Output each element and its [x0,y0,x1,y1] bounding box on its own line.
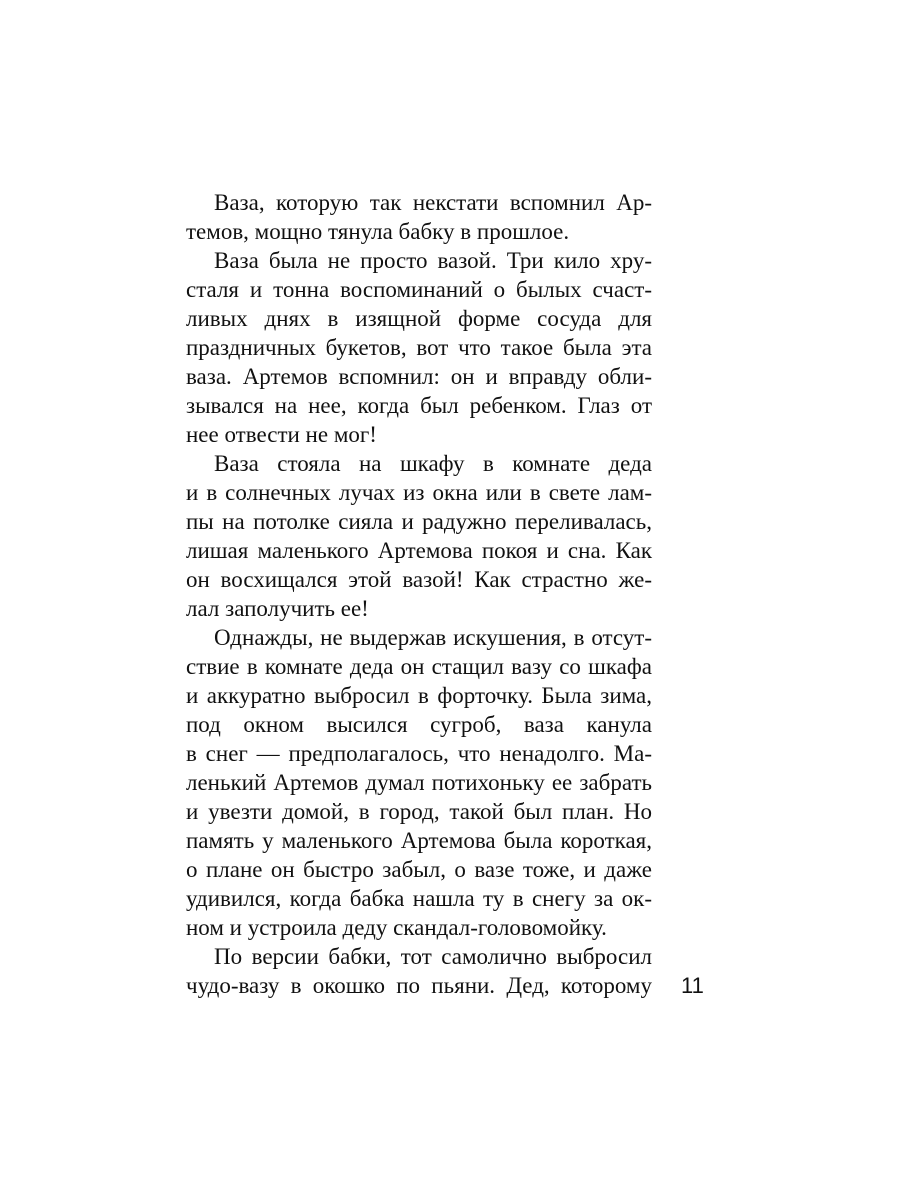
text-line: в снег — предполагалось, что ненадолго. Ма- [186,741,652,766]
body-text [186,188,652,1000]
text-line: нее отвести не мог! [186,422,377,447]
text-line: зывался на нее, когда был ребенком. Глаз от [186,393,652,418]
text-line: Ваза стояла на шкафу в комнате деда [214,451,652,476]
text-line: удивился, когда бабка нашла ту в снегу за ок- [186,886,652,911]
text-line: По версии бабки, тот самолично выбросил [214,944,652,969]
text-line: лишая маленького Артемова покоя и сна. Как [186,538,652,563]
text-line: он восхищался этой вазой! Как страстно же- [186,567,652,592]
text-line: о плане он быстро забыл, о вазе тоже, и даже [186,857,652,882]
text-line: память у маленького Артемова была короткая, [186,828,652,853]
text-line: сталя и тонна воспоминаний о былых счаст- [186,277,652,302]
text-line: темов, мощно тянула бабку в прошлое. [186,219,570,244]
text-line: ваза. Артемов вспомнил: он и вправду обли- [186,364,652,389]
text-line: и аккуратно выбросил в форточку. Была зима, [186,683,652,708]
text-line: ствие в комнате деда он стащил вазу со шкафа [186,654,652,679]
text-line: Ваза, которую так некстати вспомнил Ар- [214,190,652,215]
text-line: и в солнечных лучах из окна или в свете лам- [186,480,652,505]
page-number: 11 [681,973,704,998]
text-line: ливых днях в изящной форме сосуда для [186,306,652,331]
text-line: пы на потолке сияла и радужно переливалась, [186,509,652,534]
text-line: под окном высился сугроб, ваза канула [186,712,652,737]
text-line: и увезти домой, в город, такой был план. Но [186,799,652,824]
text-line: лал заполучить ее! [186,596,369,621]
text-line: ном и устроила деду скандал-головомойку. [186,915,607,940]
text-line: праздничных букетов, вот что такое была эта [186,335,652,360]
text-line: Ваза была не просто вазой. Три кило хру- [214,248,652,273]
text-line: Однажды, не выдержав искушения, в отсут- [214,625,652,650]
text-line: чудо-вазу в окошко по пьяни. Дед, которому [186,973,652,998]
text-line: ленький Артемов думал потихоньку ее забрать [186,770,652,795]
